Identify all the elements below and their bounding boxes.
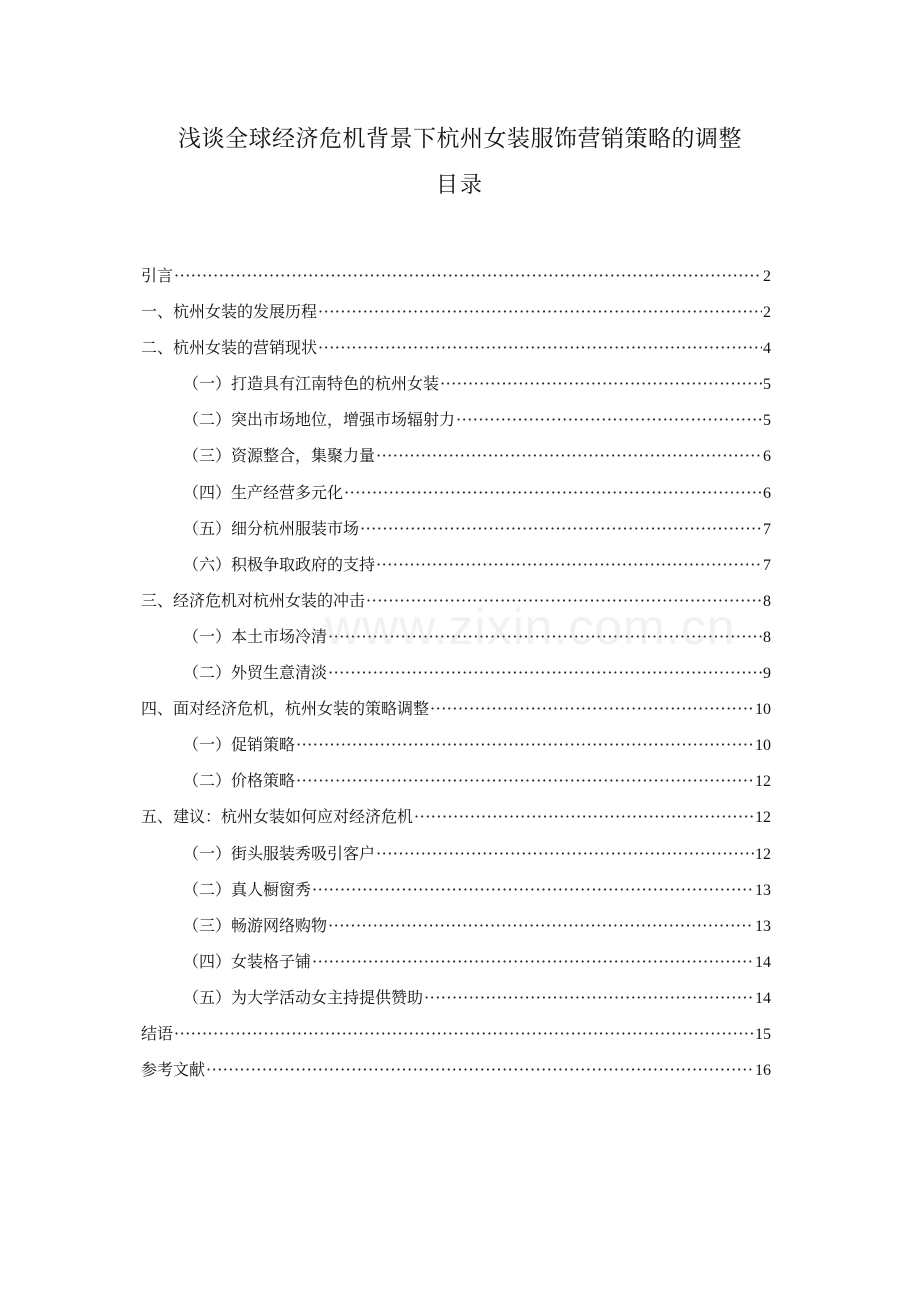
toc-entry[interactable]	[141, 511, 771, 547]
toc-entry-title: （四）女装格子铺	[183, 951, 312, 971]
toc-entry[interactable]	[141, 619, 771, 655]
toc-page-number: 10	[755, 701, 771, 719]
toc-dot-leader	[456, 402, 762, 438]
toc-page-number: 5	[763, 412, 771, 430]
toc-entry[interactable]	[141, 836, 771, 872]
toc-page-number: 13	[755, 917, 771, 935]
toc-entry[interactable]	[141, 258, 771, 294]
toc-entry[interactable]	[141, 366, 771, 402]
toc-entry-title: （二）突出市场地位，增强市场辐射力	[183, 410, 456, 430]
toc-entry-title: （二）外贸生意清淡	[183, 663, 328, 683]
toc-entry-title: （三）畅游网络购物	[183, 915, 328, 935]
toc-dot-leader	[430, 691, 754, 727]
toc-page-number: 13	[755, 881, 771, 899]
toc-dot-leader	[440, 366, 762, 402]
toc-entry-title: （三）资源整合，集聚力量	[183, 446, 376, 466]
toc-dot-leader	[424, 980, 754, 1016]
toc-entry-title: （二）真人橱窗秀	[183, 879, 312, 899]
toc-entry-title: （四）生产经营多元化	[183, 482, 344, 502]
watermark: www.zixin.com.cn	[325, 599, 736, 655]
toc-page-number: 12	[755, 773, 771, 791]
toc-page-number: 15	[755, 1025, 771, 1043]
toc-entry-title: 二、杭州女装的营销现状	[141, 338, 318, 358]
toc-heading: 目录	[435, 173, 484, 198]
toc-entry[interactable]	[141, 872, 771, 908]
toc-entry[interactable]	[141, 475, 771, 511]
toc-dot-leader	[312, 944, 754, 980]
toc-entry-title: （五）为大学活动女主持提供赞助	[183, 987, 424, 1007]
toc-entry-title: 参考文献	[141, 1060, 206, 1080]
toc-entry[interactable]	[141, 1052, 771, 1088]
toc-page-number: 9	[763, 665, 771, 683]
toc-entry-title: 结语	[141, 1023, 174, 1043]
toc-page-number: 14	[755, 989, 771, 1007]
toc-page-number: 4	[763, 340, 771, 358]
table-of-contents	[141, 258, 771, 1088]
toc-dot-leader	[376, 438, 762, 474]
toc-entry[interactable]	[141, 691, 771, 727]
toc-entry[interactable]	[141, 655, 771, 691]
toc-dot-leader	[318, 294, 762, 330]
toc-entry[interactable]	[141, 944, 771, 980]
toc-entry[interactable]	[141, 727, 771, 763]
toc-page-number: 16	[755, 1062, 771, 1080]
toc-page-number: 14	[755, 953, 771, 971]
toc-dot-leader	[360, 511, 762, 547]
toc-page-number: 2	[763, 304, 771, 322]
toc-page-number: 10	[755, 737, 771, 755]
toc-entry-title: （五）细分杭州服装市场	[183, 518, 360, 538]
toc-page-number: 6	[763, 484, 771, 502]
toc-dot-leader	[296, 727, 754, 763]
toc-entry[interactable]	[141, 438, 771, 474]
toc-entry-title: 引言	[141, 266, 174, 285]
toc-dot-leader	[206, 1052, 754, 1088]
toc-entry-title: 三、经济危机对杭州女装的冲击	[141, 590, 366, 610]
toc-page-number: 2	[763, 268, 771, 285]
toc-dot-leader	[366, 583, 762, 619]
toc-entry-title: 一、杭州女装的发展历程	[141, 302, 318, 322]
toc-entry[interactable]	[141, 330, 771, 366]
toc-dot-leader	[174, 1016, 754, 1052]
toc-dot-leader	[376, 547, 762, 583]
toc-entry-title: 四、面对经济危机，杭州女装的策略调整	[141, 699, 430, 719]
toc-entry[interactable]	[141, 547, 771, 583]
toc-entry[interactable]	[141, 1016, 771, 1052]
toc-dot-leader	[318, 330, 762, 366]
toc-entry[interactable]	[141, 402, 771, 438]
toc-entry[interactable]	[141, 799, 771, 835]
toc-dot-leader	[312, 872, 754, 908]
toc-entry-title: （一）街头服装秀吸引客户	[183, 843, 376, 863]
document-title: 浅谈全球经济危机背景下杭州女装服饰营销策略的调整	[178, 126, 742, 152]
toc-entry-title: （一）本土市场冷清	[183, 626, 328, 646]
toc-dot-leader	[296, 763, 754, 799]
toc-entry-title: （一）促销策略	[183, 735, 296, 755]
toc-page-number: 8	[763, 628, 771, 646]
toc-entry[interactable]	[141, 294, 771, 330]
toc-page-number: 7	[763, 520, 771, 538]
toc-dot-leader	[414, 799, 754, 835]
toc-dot-leader	[328, 908, 754, 944]
toc-page-number: 6	[763, 448, 771, 466]
toc-page-number: 8	[763, 592, 771, 610]
toc-page-number: 12	[755, 809, 771, 827]
toc-dot-leader	[328, 619, 762, 655]
toc-entry[interactable]	[141, 583, 771, 619]
toc-page-number: 5	[763, 376, 771, 394]
toc-dot-leader	[174, 258, 762, 294]
toc-entry-title: （二）价格策略	[183, 771, 296, 791]
toc-entry[interactable]	[141, 980, 771, 1016]
toc-dot-leader	[376, 836, 754, 872]
toc-entry-title: 五、建议：杭州女装如何应对经济危机	[141, 807, 414, 827]
toc-entry-title: （六）积极争取政府的支持	[183, 554, 376, 574]
toc-page-number: 12	[755, 845, 771, 863]
toc-page-number: 7	[763, 556, 771, 574]
toc-dot-leader	[344, 475, 762, 511]
toc-entry[interactable]	[141, 908, 771, 944]
toc-dot-leader	[328, 655, 762, 691]
toc-entry-title: （一）打造具有江南特色的杭州女装	[183, 374, 440, 394]
toc-entry[interactable]	[141, 763, 771, 799]
